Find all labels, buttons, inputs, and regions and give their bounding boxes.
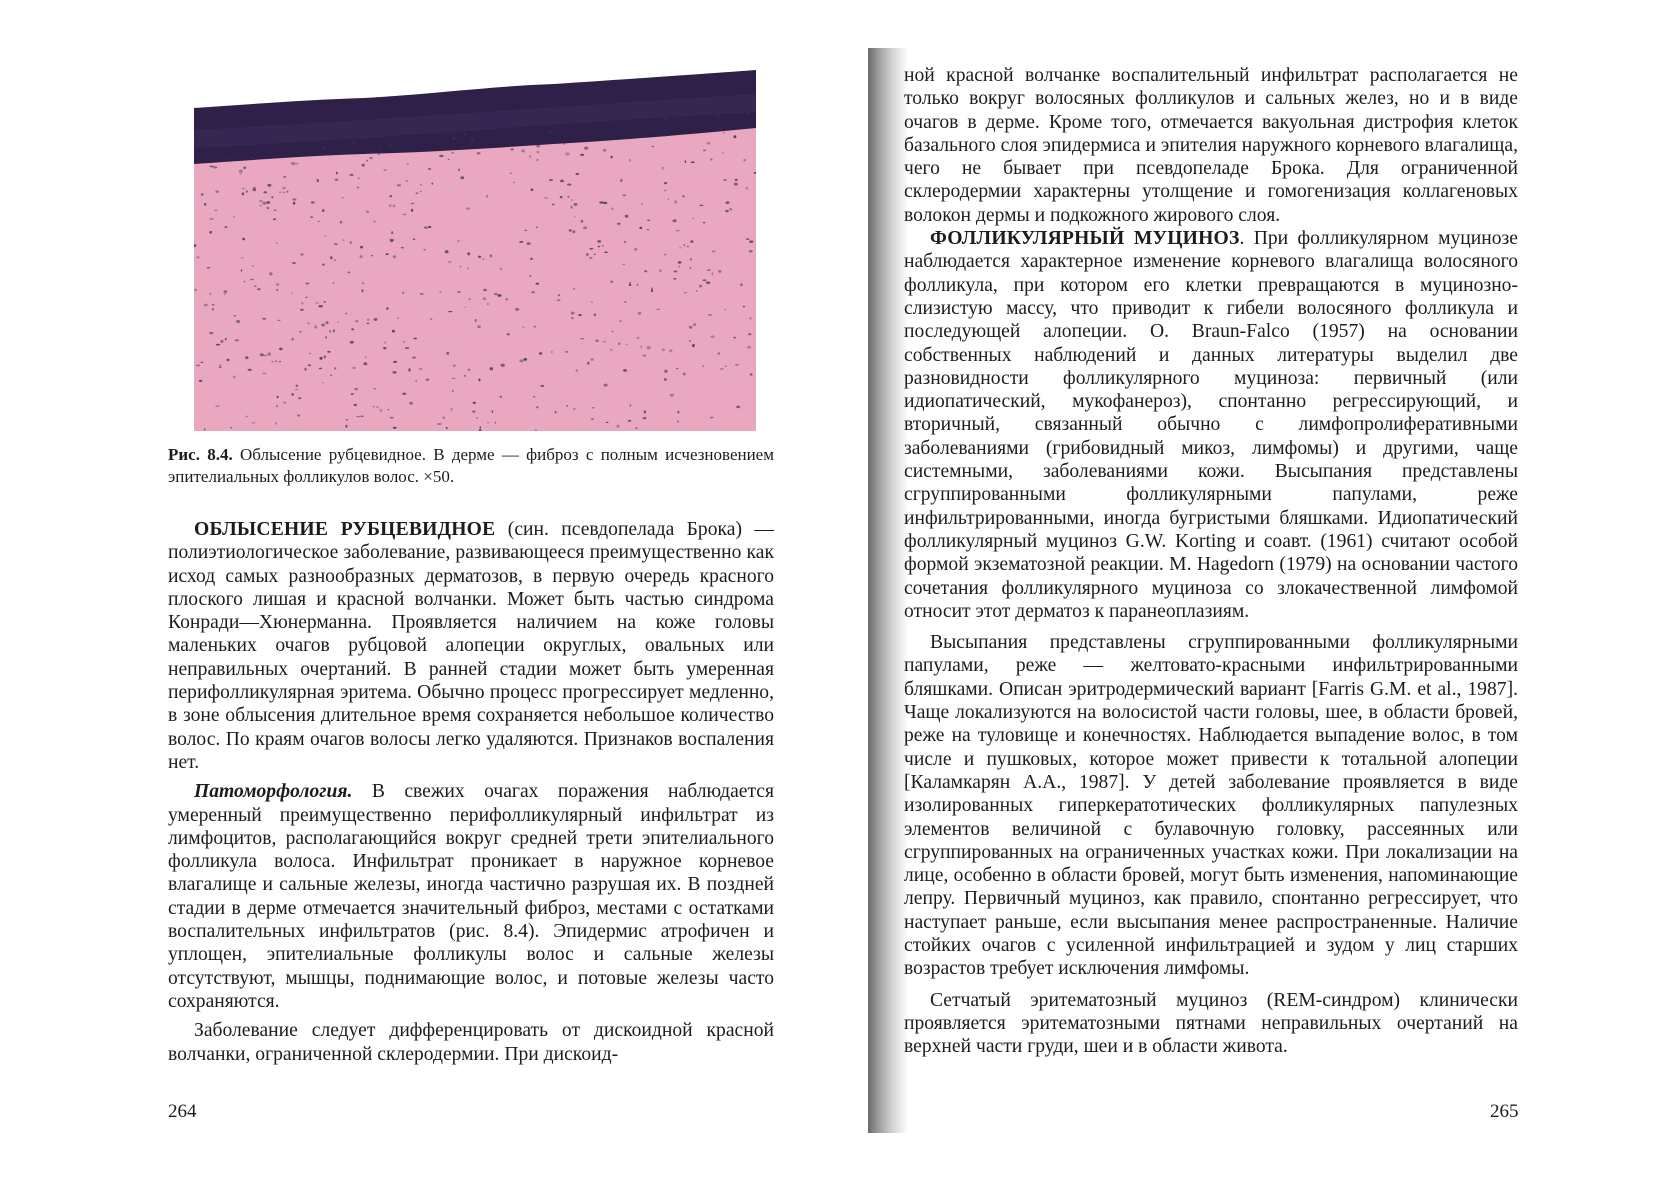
- paragraph-text: (син. псевдопелада Брока) — полиэтиологическое заболевание, развивающееся преимущественно как исход самых разнообразных дерматозов, в первую очередь красного плоского лишая и красной волчанки. Может быть частью синдрома Конради—Хюнерманна. Проявляется наличием на коже головы маленьких очагов рубцовой алопеции округлых, овальных или неправильных очертаний. В ранней стадии может быть умеренная перифолликулярная эритема. Обычно процесс прогрессирует медленно, в зоне облысения длительное время сохраняется небольшое количество волос. По краям очагов волосы легко удаляются. Признаков воспаления нет.: [168, 519, 774, 773]
- subheading: Патоморфология.: [194, 781, 353, 803]
- paragraph-text: ной красной волчанке воспалительный инфильтрат располагается не только вокруг волосяных фолликулов и сальных желез, но и в виде очагов в дерме. Кроме того, отмечается вакуольная дистрофия клеток базального слоя эпидермиса и эпителия наружного корневого влагалища, чего не бывает при псевдопеладе Брока. Для ограниченной склеродермии характерны утолщение и гомогенизация коллагеновых волокон дермы и подкожного жирового слоя.: [904, 65, 1518, 226]
- right-text-column: [904, 64, 1518, 1058]
- term-heading: ОБЛЫСЕНИЕ РУБЦЕВИДНОЕ: [194, 519, 496, 540]
- paragraph-differential: [168, 1019, 774, 1066]
- paragraph-pathomorphology: [168, 780, 774, 1013]
- paragraph-eruptions: [904, 631, 1518, 980]
- paragraph-text: В свежих очагах поражения наблюдается умеренный преимущественно перифолликулярный инфильтрат из лимфоцитов, располагающийся вокруг средней трети эпителиального фолликула волоса. Инфильтрат проникает в наружное корневое влагалище и сальные железы, иногда частично разрушая их. В поздней стадии в дерме отмечается значительный фиброз, местами с остатками воспалительных инфильтратов (рис. 8.4). Эпидермис атрофичен и уплощен, эпителиальные фолликулы волос и сальные железы отсутствуют, мышцы, поднимающие волос, и потовые железы часто сохраняются.: [168, 781, 774, 1012]
- figure-caption-text: Облысение рубцевидное. В дерме — фиброз с полным исчезновением эпителиальных фолликулов волос. ×50.: [168, 445, 774, 486]
- left-text-column: [168, 518, 774, 1066]
- paragraph-text: Сетчатый эритематозный муциноз (REM-синдром) клинически проявляется эритематозными пятнами неправильных очертаний на верхней части груди, шеи и в области живота.: [904, 989, 1518, 1058]
- paragraph-follicular-mucinosis: [904, 227, 1518, 623]
- micrograph-image: [194, 60, 756, 431]
- histology-micrograph: [194, 60, 756, 431]
- paragraph-rem-syndrome: [904, 989, 1518, 1059]
- right-page: [860, 0, 1678, 1187]
- figure-caption: [168, 444, 774, 488]
- paragraph-continuation: [904, 64, 1518, 227]
- paragraph-cicatricial-alopecia: [168, 518, 774, 774]
- paragraph-text: . При фолликулярном муцинозе наблюдается характерное изменение корневого влагалища волосяного фолликула, при котором его клетки превращаются в муцинозно-слизистую массу, что приводит к гибели волосяного фолликула и последующей алопеции. O. Braun-Falco (1957) на основании собственных наблюдений и данных литературы выделил две разновидности фолликулярного муциноза: первичный (или идиопатический, мукофанероз), спонтанно регрессирующий, и вторичный, связанный обычно с лимфопролиферативными заболеваниями (грибовидный микоз, лимфомы) и другими, чаще системными, заболеваниями кожи. Высыпания представлены сгруппированными фолликулярными папулами, реже инфильтрированными, иногда бугристыми бляшками. Идиопатический фолликулярный муциноз G.W. Korting и соавт. (1961) считают особой формой экзематозной реакции. M. Hagedorn (1979) на основании частого сочетания фолликулярного муциноза со злокачественной лимфомой относит этот дерматоз к паранеоплазиям.: [904, 228, 1518, 622]
- page-number-left: 264: [168, 1101, 197, 1122]
- page-number-right: 265: [1490, 1101, 1519, 1122]
- paragraph-text: Заболевание следует дифференцировать от дискоидной красной волчанки, ограниченной склеродермии. При дискоид-: [168, 1020, 774, 1065]
- term-heading: ФОЛЛИКУЛЯРНЫЙ МУЦИНОЗ: [930, 228, 1240, 250]
- paragraph-text: Высыпания представлены сгруппированными фолликулярными папулами, реже — желтовато-красными инфильтрированными бляшками. Описан эритродермический вариант [Farris G.M. et al., 1987]. Чаще локализуются на волосистой части головы, шее, в области бровей, реже на туловище и конечностях. Наблюдается выпадение волос, в том числе и пушковых, которое может привести к тотальной алопеции [Каламкарян А.А., 1987]. У детей заболевание проявляется в виде изолированных гиперкератотических фолликулярных папулезных элементов величиной с булавочную головку, рассеянных или сгруппированных на ограниченных участках кожи. При локализации на лице, особенно в области бровей, могут быть изменения, напоминающие лепру. Первичный муциноз, как правило, спонтанно регрессирует, что наступает раньше, если высыпания менее распространенные. Наличие стойких очагов с усиленной инфильтрацией и зудом у лиц старших возрастов требует исключения лимфомы.: [904, 632, 1518, 980]
- figure-label: Рис. 8.4.: [168, 445, 233, 464]
